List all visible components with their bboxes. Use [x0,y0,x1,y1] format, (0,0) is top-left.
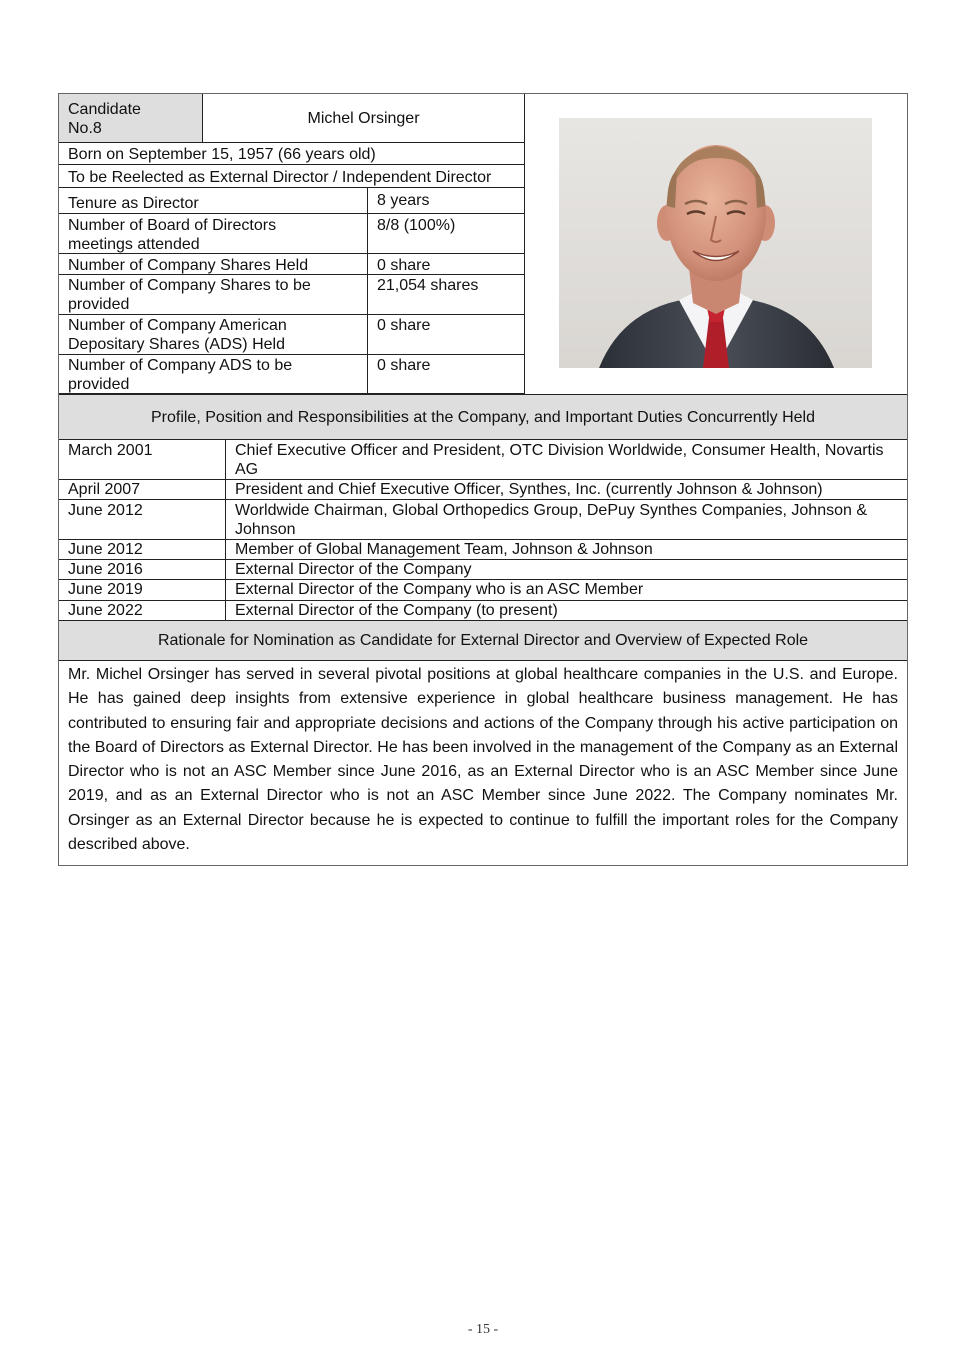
profile-date-text: April 2007 [68,481,141,498]
page-number: - 15 - [467,1322,499,1337]
profile-text-content: Worldwide Chairman, Global Orthopedics Group, DePuy Synthes Companies, Johnson & Johnson [235,502,868,538]
fact-value-text: 0 share [377,317,431,334]
fact-label: Number of Company American Depositary Shares (ADS) Held [68,317,287,353]
fact-value [368,275,524,315]
profile-date-text: June 2022 [68,602,143,619]
fact-value-text: 0 share [377,357,431,374]
candidate-label-cell [59,94,202,143]
fact-value [368,188,524,214]
status-text: To be Reelected as External Director / Independent Director [68,169,492,186]
fact-row [59,188,367,214]
profile-text [226,560,907,580]
profile-date [59,480,225,500]
profile-date-text: June 2012 [68,502,143,519]
rationale-heading-cell [59,621,907,661]
profile-date-text: June 2012 [68,541,143,558]
profile-text-content: President and Chief Executive Officer, Synthes, Inc. (currently Johnson & Johnson) [235,481,823,498]
profile-date-text: June 2016 [68,561,143,578]
profile-date [59,500,225,540]
profile-text-content: External Director of the Company (to present) [235,602,558,619]
candidate-name: Michel Orsinger [307,110,420,127]
born-row [59,143,524,165]
profile-text [226,480,907,500]
fact-label: Number of Company Shares to be provided [68,277,311,313]
profile-heading: Profile, Position and Responsibilities at the Company, and Important Duties Concurrently Held [150,409,816,426]
profile-date [59,601,225,621]
fact-label: Number of Company Shares Held [68,257,309,274]
profile-text [226,540,907,560]
fact-label: Tenure as Director [68,195,199,212]
candidate-photo-image [559,118,872,368]
profile-text-content: External Director of the Company [235,561,472,578]
profile-date [59,540,225,560]
rationale-text: Mr. Michel Orsinger has served in several pivotal positions at global healthcare companies in the U.S. and Europe. He has gained deep insights from extensive experience in global healthcare business management. He has contributed to ensuring fair and appropriate decisions and actions of the Company through his active participation on the Board of Directors as External Director. He has been involved in the management of the Company as an External Director who is not an ASC Member since June 2016, as an External Director who is an ASC Member since June 2019, and as an External Director who is not an ASC Member since June 2022. The Company nominates Mr. Orsinger as an External Director because he is expected to continue to fulfill the important roles for the Company described above. [68,666,898,854]
profile-text [226,500,907,540]
fact-value-text: 8/8 (100%) [377,217,456,234]
divider [524,94,525,394]
profile-heading-cell [59,395,907,440]
candidate-photo [559,118,872,368]
fact-value-text: 8 years [377,192,430,209]
born-text: Born on September 15, 1957 (66 years old) [68,146,376,163]
fact-row [59,254,367,275]
fact-value [368,355,524,394]
profile-date-text: March 2001 [68,442,153,459]
fact-row [59,315,367,355]
profile-date [59,580,225,601]
candidate-label: Candidate No.8 [68,101,141,137]
fact-row [59,275,367,315]
fact-value-text: 0 share [377,257,431,274]
status-row [59,165,524,188]
profile-text-content: Member of Global Management Team, Johnson & Johnson [235,541,653,558]
profile-date-text: June 2019 [68,581,143,598]
rationale-heading: Rationale for Nomination as Candidate for External Director and Overview of Expected Role [157,632,809,649]
profile-text [226,440,907,480]
fact-label: Number of Company ADS to be provided [68,357,293,393]
fact-row [59,355,367,394]
fact-value [368,315,524,355]
profile-date [59,560,225,580]
fact-label: Number of Board of Directors meetings attended [68,217,277,253]
fact-value-text: 21,054 shares [377,277,479,294]
candidate-name-cell [203,94,524,143]
profile-text-content: Chief Executive Officer and President, OTC Division Worldwide, Consumer Health, Novartis AG [235,442,884,478]
profile-text [226,601,907,621]
fact-row [59,214,367,254]
profile-date [59,440,225,480]
profile-text [226,580,907,601]
fact-value [368,214,524,254]
profile-text-content: External Director of the Company who is an ASC Member [235,581,644,598]
fact-value [368,254,524,275]
